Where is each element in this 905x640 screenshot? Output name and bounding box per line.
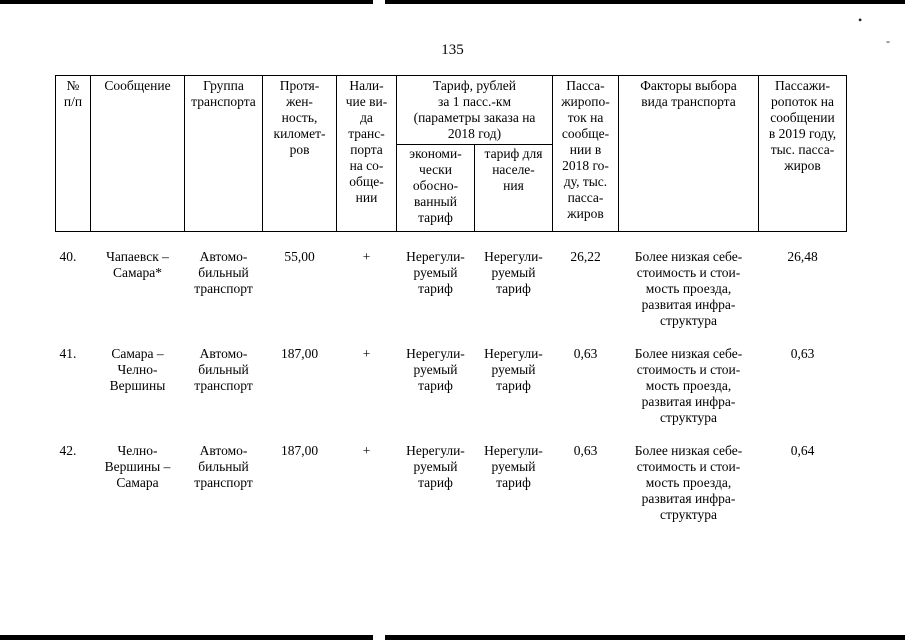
row-length: 187,00 xyxy=(280,346,319,361)
row-flow-2018: 0,63 xyxy=(573,346,598,361)
bottom-rule-left xyxy=(0,635,373,640)
row-transport-group: Автомо- бильный транспорт xyxy=(194,346,253,393)
row-number: 42. xyxy=(59,443,77,458)
table-header-row xyxy=(56,76,847,145)
row-availability: + xyxy=(362,249,371,264)
row-flow-2019: 0,63 xyxy=(790,346,815,361)
row-tariff-population: Нерегули- руемый тариф xyxy=(484,249,543,296)
row-factors: Более низкая себе- стоимость и стои- мость проезда, развитая инфра- структура xyxy=(634,249,743,328)
header-availability: Нали- чие ви- да транс- порта на со- обще- нии xyxy=(337,76,397,232)
top-rule-left xyxy=(0,0,373,4)
row-flow-2019: 0,64 xyxy=(790,443,815,458)
page-number: 135 xyxy=(441,42,464,58)
row-route: Чапаевск – Самара* xyxy=(106,249,169,280)
row-number: 41. xyxy=(59,346,77,361)
row-tariff-population: Нерегули- руемый тариф xyxy=(484,443,543,490)
header-number: № п/п xyxy=(56,76,91,232)
bottom-rule-right xyxy=(385,635,905,640)
header-flow-2018: Пасса- жиропо- ток на сообще- нии в 2018 го- ду, тыс. пасса- жиров xyxy=(553,76,619,232)
margin-mark-dot: • xyxy=(858,13,863,27)
header-flow-2019: Пассажи- ропоток на сообщении в 2019 году, тыс. пасса- жиров xyxy=(759,76,847,232)
header-tariff-population: тариф для населе- ния xyxy=(475,145,553,232)
row-route: Самара – Челно- Вершины xyxy=(109,346,166,393)
top-rule-right xyxy=(385,0,905,4)
table-row xyxy=(56,249,847,329)
row-transport-group: Автомо- бильный транспорт xyxy=(194,249,253,296)
row-flow-2018: 0,63 xyxy=(573,443,598,458)
routes-table xyxy=(55,75,847,523)
row-tariff-economic: Нерегули- руемый тариф xyxy=(406,443,465,490)
row-factors: Более низкая себе- стоимость и стои- мость проезда, развитая инфра- структура xyxy=(634,443,743,522)
row-length: 55,00 xyxy=(284,249,315,264)
row-availability: + xyxy=(362,443,371,458)
header-tariff: Тариф, рублей за 1 пасс.-км (параметры заказа на 2018 год) xyxy=(397,76,553,145)
header-route: Сообщение xyxy=(91,76,185,232)
row-length: 187,00 xyxy=(280,443,319,458)
row-route: Челно- Вершины – Самара xyxy=(104,443,171,490)
table-row xyxy=(56,443,847,523)
margin-mark-dash: - xyxy=(886,34,890,48)
header-factors: Факторы выбора вида транспорта xyxy=(619,76,759,232)
row-flow-2018: 26,22 xyxy=(570,249,601,264)
header-length: Протя- жен- ность, километ- ров xyxy=(263,76,337,232)
row-number: 40. xyxy=(59,249,77,264)
row-tariff-population: Нерегули- руемый тариф xyxy=(484,346,543,393)
header-transport-group: Группа транспорта xyxy=(185,76,263,232)
row-tariff-economic: Нерегули- руемый тариф xyxy=(406,249,465,296)
row-availability: + xyxy=(362,346,371,361)
row-tariff-economic: Нерегули- руемый тариф xyxy=(406,346,465,393)
row-transport-group: Автомо- бильный транспорт xyxy=(194,443,253,490)
table-row xyxy=(56,346,847,426)
row-factors: Более низкая себе- стоимость и стои- мость проезда, развитая инфра- структура xyxy=(634,346,743,425)
header-tariff-economic: экономи- чески обосно- ванный тариф xyxy=(397,145,475,232)
row-flow-2019: 26,48 xyxy=(787,249,818,264)
